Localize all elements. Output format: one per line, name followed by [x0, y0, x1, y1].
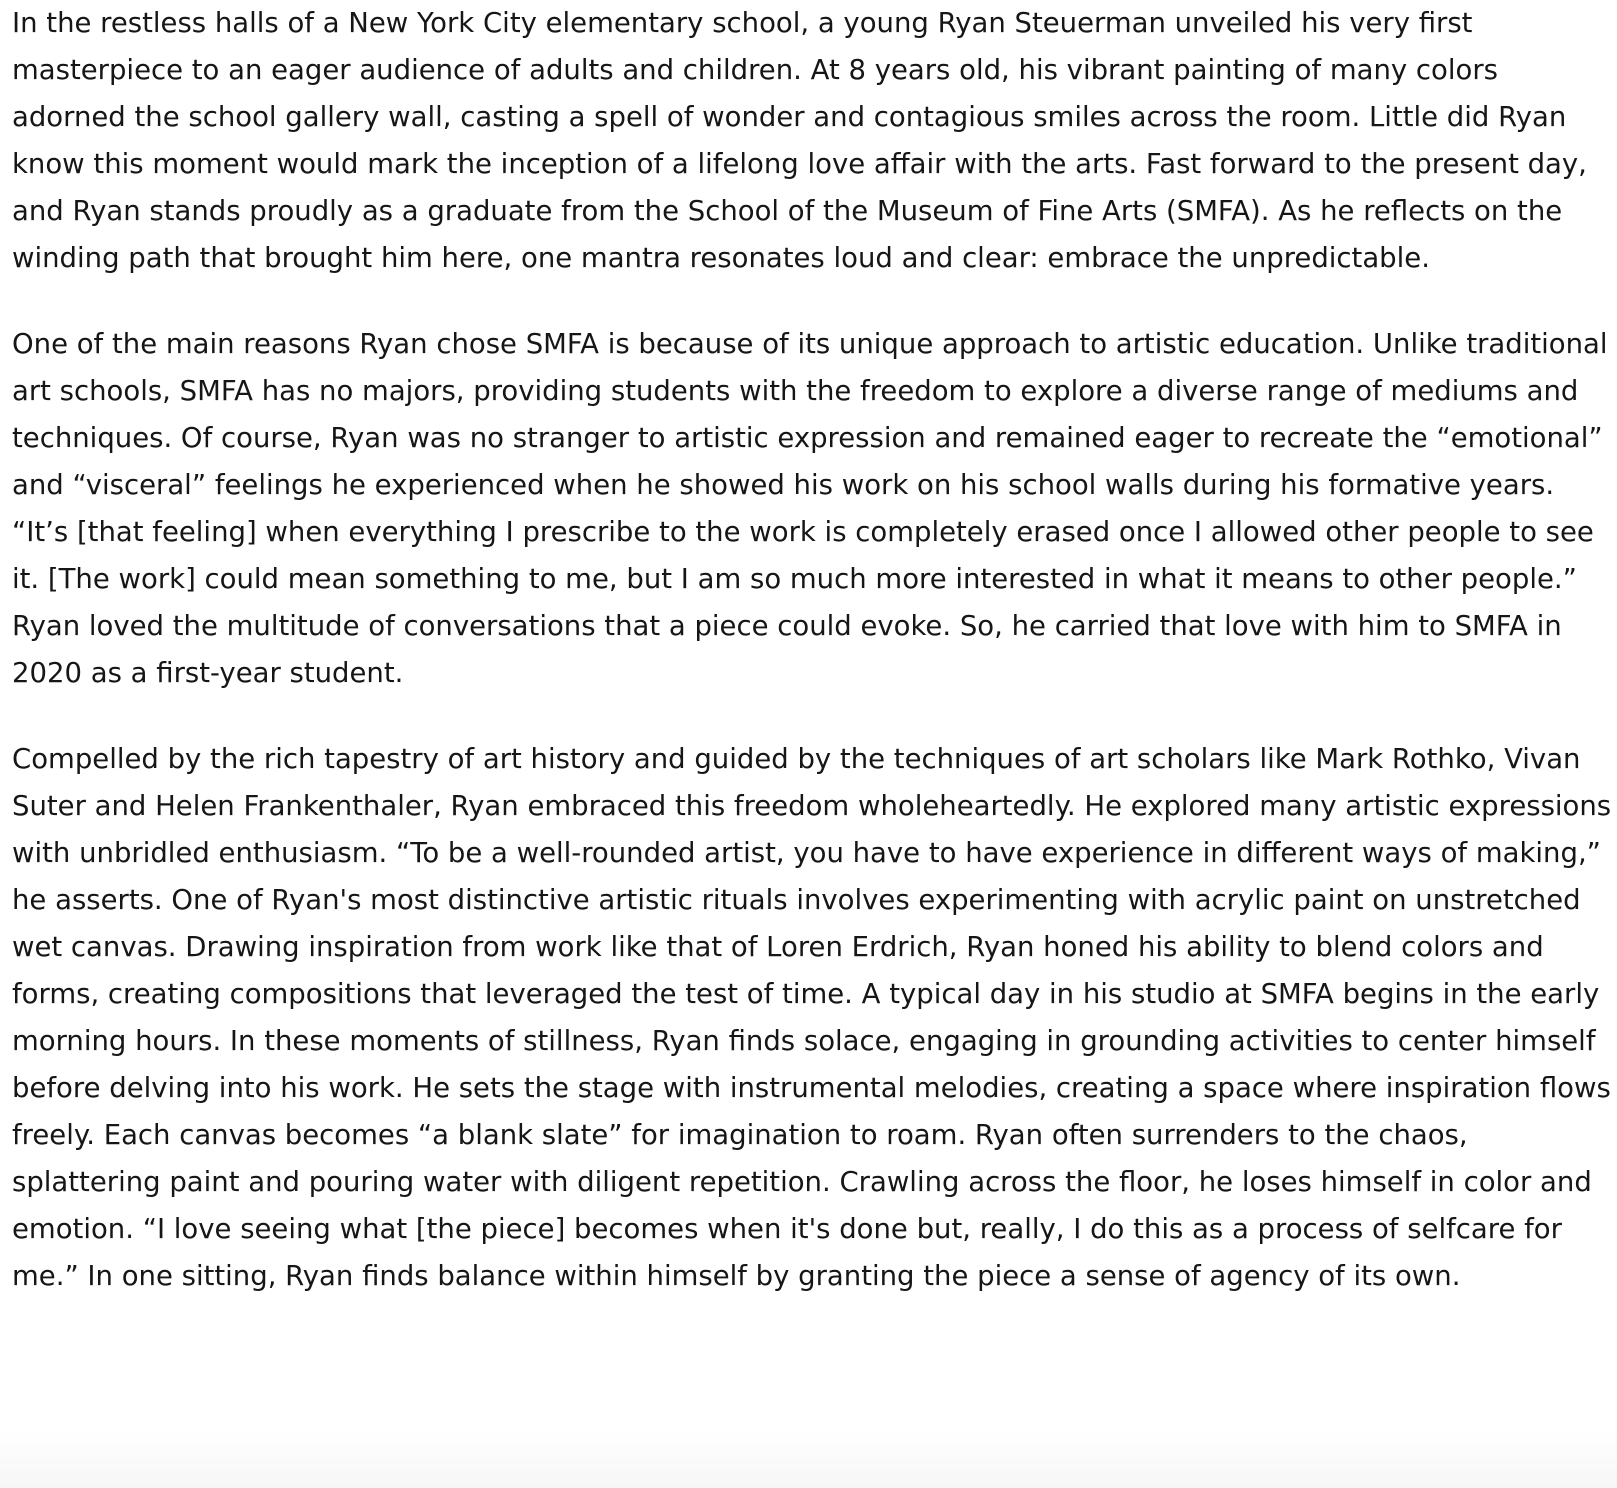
article-paragraph-2: One of the main reasons Ryan chose SMFA is because of its unique approach to artistic education. Unlike traditional art schools, SMFA has no majors, providing students with the freedom to explore a diverse range of mediums and techniques. Of course, Ryan was no stranger to artistic expression and remained eager to recreate the “emotional” and “visceral” feelings he experienced when he showed his work on his school walls during his formative years. “It’s [that feeling] when everything I prescribe to the work is completely erased once I allowed other people to see it. [The work] could mean something to me, but I am so much more interested in what it means to other people.” Ryan loved the multitude of conversations that a piece could evoke. So, he carried that love with him to SMFA in 2020 as a first-year student. [12, 328, 1608, 689]
article-paragraph-1: In the restless halls of a New York City elementary school, a young Ryan Steuerman unveiled his very first masterpiece to an eager audience of adults and children. At 8 years old, his vibrant painting of many colors adorned the school gallery wall, casting a spell of wonder and contagious smiles across the room. Little did Ryan know this moment would mark the inception of a lifelong love affair with the arts. Fast forward to the present day, and Ryan stands proudly as a graduate from the School of the Museum of Fine Arts (SMFA). As he reflects on the winding path that brought him here, one mantra resonates loud and clear: embrace the unpredictable. [12, 7, 1587, 274]
article-body [12, 0, 1612, 1300]
bottom-fade-overlay [0, 1428, 1617, 1488]
article-paragraph-3: Compelled by the rich tapestry of art history and guided by the techniques of art scholars like Mark Rothko, Vivan Suter and Helen Frankenthaler, Ryan embraced this freedom wholeheartedly. He explored many artistic expressions with unbridled enthusiasm. “To be a well-rounded artist, you have to have experience in different ways of making,” he asserts. One of Ryan's most distinctive artistic rituals involves experimenting with acrylic paint on unstretched wet canvas. Drawing inspiration from work like that of Loren Erdrich, Ryan honed his ability to blend colors and forms, creating compositions that leveraged the test of time. A typical day in his studio at SMFA begins in the early morning hours. In these moments of stillness, Ryan finds solace, engaging in grounding activities to center himself before delving into his work. He sets the stage with instrumental melodies, creating a space where inspiration flows freely. Each canvas becomes “a blank slate” for imagination to roam. Ryan often surrenders to the chaos, splattering paint and pouring water with diligent repetition. Crawling across the floor, he loses himself in color and emotion. “I love seeing what [the piece] becomes when it's done but, really, I do this as a process of selfcare for me.” In one sitting, Ryan finds balance within himself by granting the piece a sense of agency of its own. [12, 743, 1612, 1292]
